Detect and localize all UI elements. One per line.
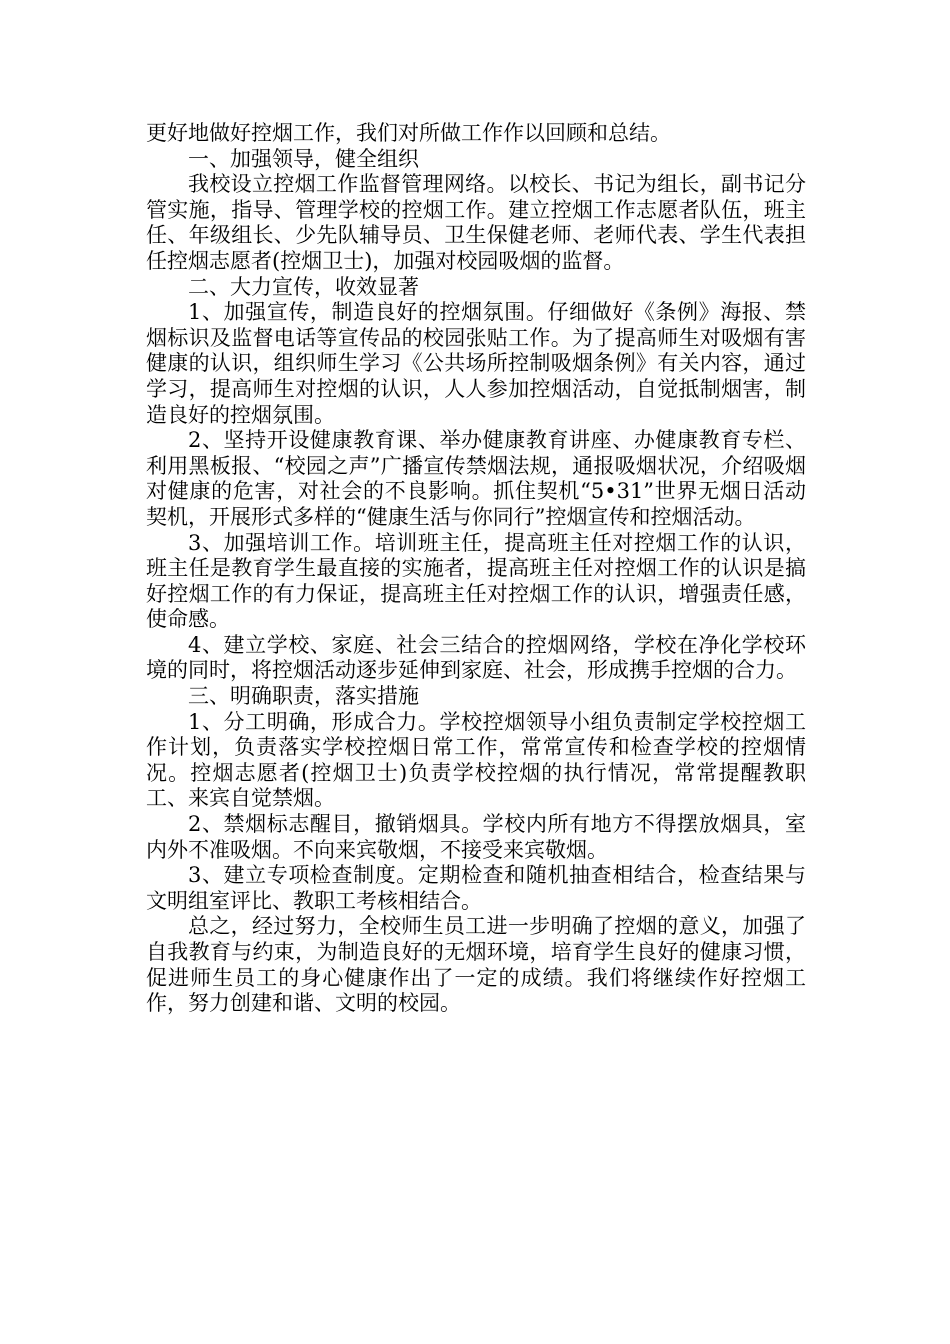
paragraph: 3、加强培训工作。培训班主任，提高班主任对控烟工作的认识，班主任是教育学生最直接的实施者，提高班主任对控烟工作的认识是搞好控烟工作的有力保证，提高班主任对控烟工作的认识，增强责任感，使命感。 <box>146 530 806 632</box>
section-heading-2: 二、大力宣传，收效显著 <box>188 274 419 299</box>
paragraph: 2、禁烟标志醒目，撤销烟具。学校内所有地方不得摆放烟具，室内外不准吸烟。不向来宾敬烟，不接受来宾敬烟。 <box>146 812 806 862</box>
document-body <box>146 121 806 1017</box>
paragraph: 3、建立专项检查制度。定期检查和随机抽查相结合，检查结果与文明组室评比、教职工考核相结合。 <box>146 863 806 913</box>
paragraph-intro-continuation: 更好地做好控烟工作，我们对所做工作作以回顾和总结。 <box>146 121 671 145</box>
paragraph: 2、坚持开设健康教育课、举办健康教育讲座、办健康教育专栏、利用黑板报、“校园之声”广播宣传禁烟法规，通报吸烟状况，介绍吸烟对健康的危害，对社会的不良影响。抓住契机“5•31”世界无烟日活动契机，开展形式多样的“健康生活与你同行”控烟宣传和控烟活动。 <box>146 428 806 529</box>
paragraph: 1、分工明确，形成合力。学校控烟领导小组负责制定学校控烟工作计划，负责落实学校控烟日常工作，常常宣传和检查学校的控烟情况。控烟志愿者(控烟卫士)负责学校控烟的执行情况，常常提醒教职工、来宾自觉禁烟。 <box>146 709 806 811</box>
paragraph: 1、加强宣传，制造良好的控烟氛围。仔细做好《条例》海报、禁烟标识及监督电话等宣传品的校园张贴工作。为了提高师生对吸烟有害健康的认识，组织师生学习《公共场所控制吸烟条例》有关内容，通过学习，提高师生对控烟的认识，人人参加控烟活动，自觉抵制烟害，制造良好的控烟氛围。 <box>146 300 806 427</box>
paragraph-conclusion: 总之，经过努力，全校师生员工进一步明确了控烟的意义，加强了自我教育与约束，为制造良好的无烟环境，培育学生良好的健康习惯，促进师生员工的身心健康作出了一定的成绩。我们将继续作好控烟工作，努力创建和谐、文明的校园。 <box>146 914 806 1016</box>
section-heading-1: 一、加强领导，健全组织 <box>188 146 419 171</box>
paragraph: 4、建立学校、家庭、社会三结合的控烟网络，学校在净化学校环境的同时，将控烟活动逐步延伸到家庭、社会，形成携手控烟的合力。 <box>146 632 806 683</box>
paragraph: 我校设立控烟工作监督管理网络。以校长、书记为组长，副书记分管实施，指导、管理学校的控烟工作。建立控烟工作志愿者队伍，班主任、年级组长、少先队辅导员、卫生保健老师、老师代表、学生代表担任控烟志愿者(控烟卫士)，加强对校园吸烟的监督。 <box>146 172 806 273</box>
section-heading-3: 三、明确职责，落实措施 <box>188 684 419 709</box>
